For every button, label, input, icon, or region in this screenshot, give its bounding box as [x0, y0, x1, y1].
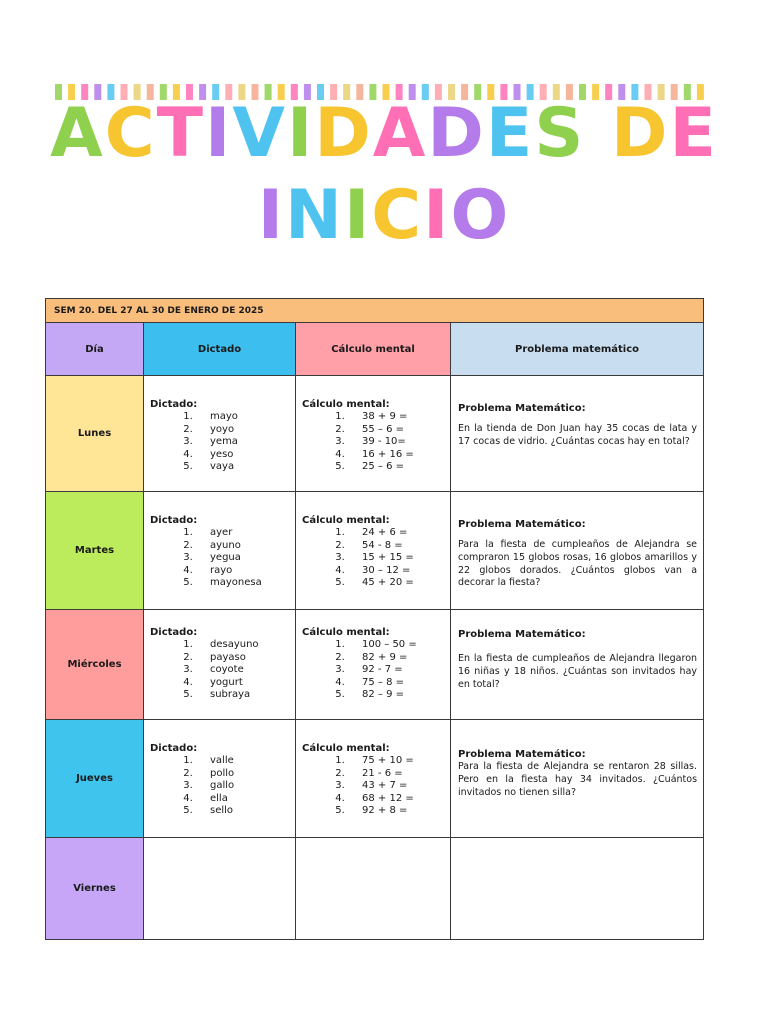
list-item: 4. yeso [196, 449, 289, 462]
title-letter: D [314, 94, 373, 173]
list-item: 1. valle [196, 755, 289, 768]
problema-cell [451, 610, 704, 720]
title-letter: D [427, 94, 486, 173]
list-item: 2. 54 - 8 = [348, 540, 444, 553]
dictado-cell [144, 610, 296, 720]
list-item: 2. payaso [196, 652, 289, 665]
list-item: 1. 75 + 10 = [348, 755, 444, 768]
title-letter: E [485, 94, 535, 173]
table-row [46, 838, 704, 940]
table-row [46, 376, 704, 492]
day-martes: Martes [46, 492, 144, 610]
problema-text: En la fiesta de cumpleaños de Alejandra llegaron 16 niñas y 18 niños. ¿Cuántas son invitados hay en total? [458, 653, 698, 690]
problema-title: Problema Matemático: [458, 403, 586, 414]
calculo-list [302, 527, 444, 590]
calculo-title: Cálculo mental: [302, 515, 390, 526]
list-item: 2. ayuno [196, 540, 289, 553]
table-row [46, 720, 704, 838]
list-item: 4. 30 – 12 = [348, 565, 444, 578]
page-title-line-2 [0, 176, 768, 256]
header-problema-matematico: Problema matemático [451, 323, 704, 376]
list-item: 3. yema [196, 436, 289, 449]
title-letter: I [257, 176, 286, 255]
calculo-cell [296, 492, 451, 610]
list-item: 5. 92 + 8 = [348, 805, 444, 818]
header-calculo-mental: Cálculo mental [296, 323, 451, 376]
list-item: 1. 38 + 9 = [348, 411, 444, 424]
list-item: 3. 15 + 15 = [348, 552, 444, 565]
list-item: 2. 55 – 6 = [348, 424, 444, 437]
dictado-list [150, 755, 289, 818]
activities-table [45, 298, 704, 940]
list-item: 1. ayer [196, 527, 289, 540]
list-item: 4. rayo [196, 565, 289, 578]
list-item: 3. 39 - 10= [348, 436, 444, 449]
list-item: 2. pollo [196, 768, 289, 781]
list-item: 3. 92 - 7 = [348, 664, 444, 677]
calculo-list [302, 755, 444, 818]
list-item: 1. 100 – 50 = [348, 639, 444, 652]
problema-title: Problema Matemático: [458, 519, 586, 530]
problema-title: Problema Matemático: [458, 749, 586, 760]
calculo-title: Cálculo mental: [302, 743, 390, 754]
problema-cell [451, 492, 704, 610]
day-lunes: Lunes [46, 376, 144, 492]
list-item: 5. subraya [196, 689, 289, 702]
calculo-cell-empty [296, 838, 451, 940]
list-item: 1. mayo [196, 411, 289, 424]
title-letter: N [285, 176, 344, 255]
list-item: 5. 82 – 9 = [348, 689, 444, 702]
day-miercoles: Miércoles [46, 610, 144, 720]
calculo-title: Cálculo mental: [302, 399, 390, 410]
title-letter: I [343, 176, 372, 255]
week-label: SEM 20. DEL 27 AL 30 DE ENERO DE 2025 [46, 299, 704, 323]
day-viernes: Viernes [46, 838, 144, 940]
list-item: 5. sello [196, 805, 289, 818]
header-dia: Día [46, 323, 144, 376]
title-letter: I [423, 176, 451, 255]
list-item: 2. 21 - 6 = [348, 768, 444, 781]
list-item: 4. yogurt [196, 677, 289, 690]
problema-text: Para la fiesta de Alejandra se rentaron 28 sillas. Pero en la fiesta hay 34 invitados. ¿Cuántos invitados no tienen silla? [458, 761, 698, 798]
page-title-line-1 [0, 94, 768, 174]
title-letter: C [371, 176, 424, 255]
calculo-list [302, 411, 444, 474]
list-item: 3. coyote [196, 664, 289, 677]
calculo-title: Cálculo mental: [302, 627, 390, 638]
title-letter: D [610, 94, 670, 173]
dictado-list [150, 411, 289, 474]
problema-text: Para la fiesta de cumpleaños de Alejandra se compraron 15 globos rosas, 16 globos amarillos y 22 globos dorados. ¿Cuántos globos van a decorar la fiesta? [458, 539, 698, 589]
list-item: 2. 82 + 9 = [348, 652, 444, 665]
list-item: 4. 75 – 8 = [348, 677, 444, 690]
title-letter: O [450, 176, 511, 255]
list-item: 3. yegua [196, 552, 289, 565]
problema-cell-empty [451, 838, 704, 940]
dictado-list [150, 527, 289, 590]
title-letter: S [534, 94, 586, 173]
list-item: 5. mayonesa [196, 577, 289, 590]
title-letter: I [205, 94, 233, 173]
dictado-cell-empty [144, 838, 296, 940]
table-row [46, 492, 704, 610]
list-item: 5. 25 – 6 = [348, 461, 444, 474]
list-item: 3. gallo [196, 780, 289, 793]
table-row [46, 610, 704, 720]
list-item: 1. desayuno [196, 639, 289, 652]
dictado-title: Dictado: [150, 399, 198, 410]
problema-text: En la tienda de Don Juan hay 35 cocas de lata y 17 cocas de vidrio. ¿Cuántas cocas hay en total? [458, 423, 698, 447]
problema-title: Problema Matemático: [458, 629, 586, 640]
title-letter: I [287, 94, 315, 173]
title-letter: C [104, 94, 157, 173]
dictado-cell [144, 376, 296, 492]
dictado-title: Dictado: [150, 627, 198, 638]
calculo-list [302, 639, 444, 702]
calculo-cell [296, 376, 451, 492]
calculo-cell [296, 610, 451, 720]
title-letter: E [669, 94, 718, 173]
list-item: 3. 43 + 7 = [348, 780, 444, 793]
list-item: 4. 16 + 16 = [348, 449, 444, 462]
calculo-cell [296, 720, 451, 838]
list-item: 5. vaya [196, 461, 289, 474]
day-jueves: Jueves [46, 720, 144, 838]
title-letter: V [232, 94, 287, 173]
title-letter [585, 94, 611, 174]
list-item: 5. 45 + 20 = [348, 577, 444, 590]
dictado-title: Dictado: [150, 743, 198, 754]
title-letter: A [372, 94, 428, 173]
problema-cell [451, 376, 704, 492]
list-item: 1. 24 + 6 = [348, 527, 444, 540]
problema-cell [451, 720, 704, 838]
title-letter: A [50, 94, 105, 173]
dictado-title: Dictado: [150, 515, 198, 526]
dictado-cell [144, 720, 296, 838]
header-dictado: Dictado [144, 323, 296, 376]
list-item: 4. 68 + 12 = [348, 793, 444, 806]
title-letter: T [156, 94, 206, 173]
list-item: 2. yoyo [196, 424, 289, 437]
list-item: 4. ella [196, 793, 289, 806]
dictado-list [150, 639, 289, 702]
dictado-cell [144, 492, 296, 610]
